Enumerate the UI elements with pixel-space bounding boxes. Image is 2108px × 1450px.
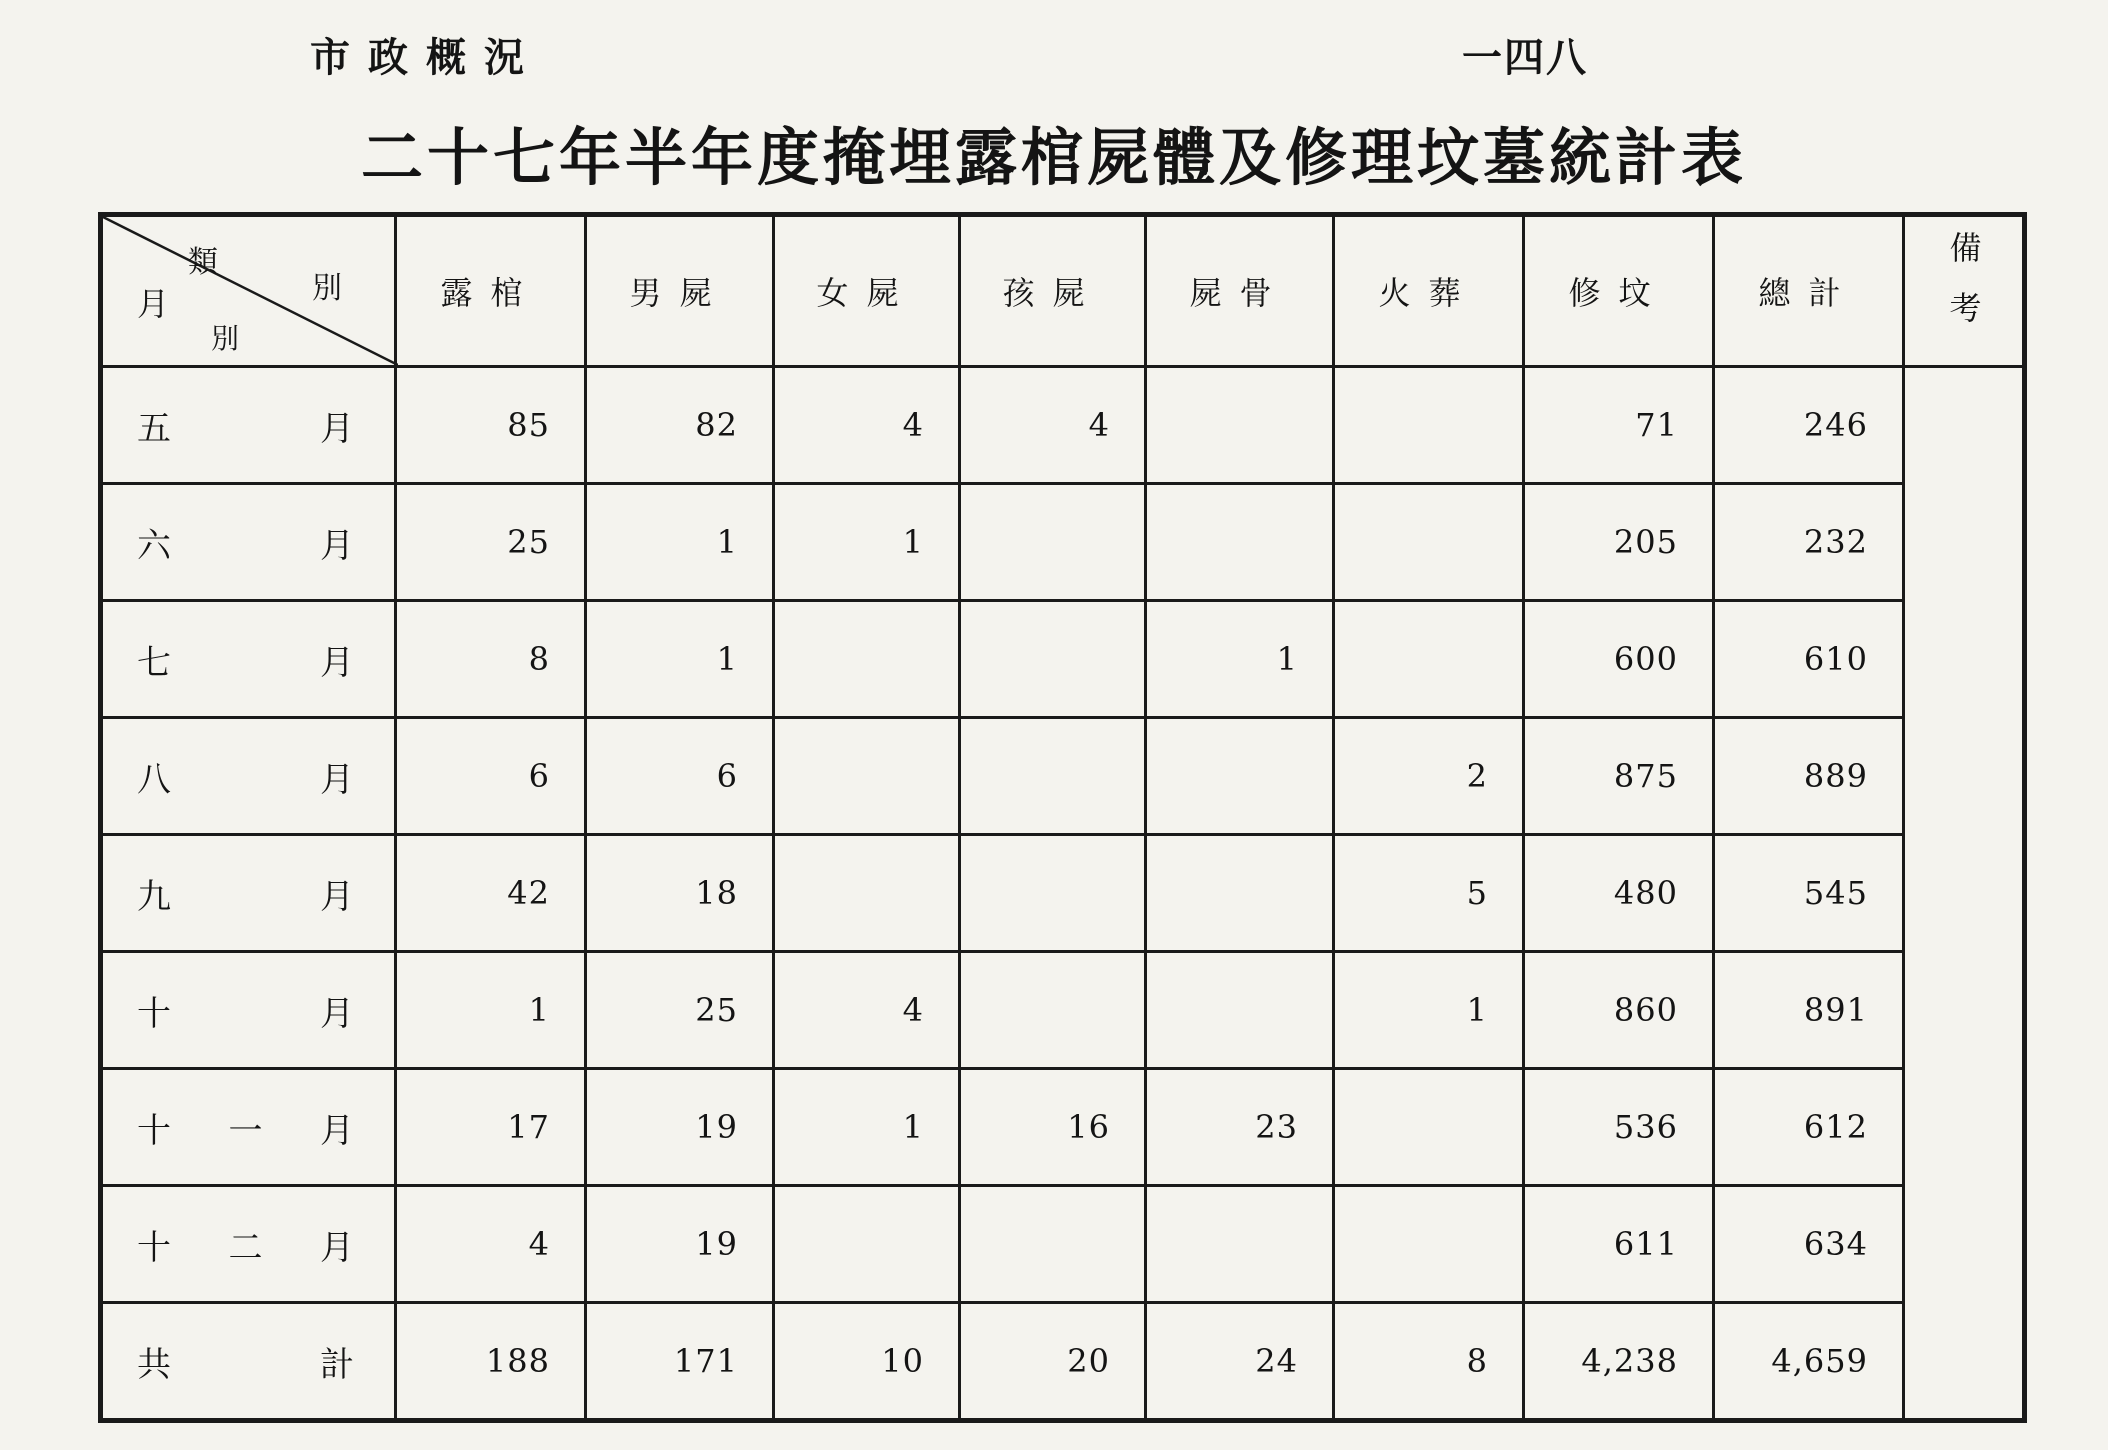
burial-statistics-table — [98, 212, 2027, 1423]
value-cell: 1 — [586, 484, 774, 601]
value-cell: 25 — [586, 952, 774, 1069]
value-cell: 25 — [396, 484, 586, 601]
corner-month-label-2: 別 — [211, 322, 258, 355]
month-label — [103, 518, 394, 567]
remark-cell — [1904, 835, 2025, 952]
month-char: 六 — [137, 525, 171, 566]
value-cell: 171 — [586, 1303, 774, 1421]
month-label — [103, 986, 394, 1035]
value-cell — [1146, 952, 1334, 1069]
value-cell: 860 — [1524, 952, 1714, 1069]
value-cell: 19 — [586, 1069, 774, 1186]
value-cell — [1146, 367, 1334, 484]
column-header-zong-ji: 總計 — [1714, 215, 1904, 367]
month-cell — [101, 367, 396, 484]
value-cell: 8 — [396, 601, 586, 718]
month-label — [103, 1103, 394, 1152]
value-cell: 612 — [1714, 1069, 1904, 1186]
column-header-remarks — [1904, 215, 2025, 367]
value-cell: 85 — [396, 367, 586, 484]
value-cell — [960, 1186, 1146, 1303]
month-char: 二 — [228, 1227, 263, 1268]
month-char: 月 — [320, 993, 354, 1034]
month-cell — [101, 1069, 396, 1186]
month-char: 七 — [137, 642, 171, 683]
month-cell — [101, 601, 396, 718]
month-cell — [101, 718, 396, 835]
value-cell: 205 — [1524, 484, 1714, 601]
value-cell — [1334, 367, 1524, 484]
corner-type-label: 類 — [188, 245, 274, 280]
month-cell — [101, 952, 396, 1069]
month-char: 八 — [137, 759, 171, 800]
table-row — [101, 1069, 2025, 1186]
value-cell: 4,659 — [1714, 1303, 1904, 1421]
table-body — [101, 367, 2025, 1421]
month-char: 月 — [320, 642, 354, 683]
column-header-xiu-fen: 修坟 — [1524, 215, 1714, 367]
value-cell: 188 — [396, 1303, 586, 1421]
value-cell — [774, 718, 960, 835]
month-cell — [101, 835, 396, 952]
value-cell: 4 — [774, 952, 960, 1069]
value-cell: 4 — [960, 367, 1146, 484]
value-cell — [960, 718, 1146, 835]
corner-header-cell — [101, 215, 396, 367]
value-cell: 1 — [1334, 952, 1524, 1069]
month-label — [103, 635, 394, 684]
value-cell: 545 — [1714, 835, 1904, 952]
value-cell: 5 — [1334, 835, 1524, 952]
table-row — [101, 601, 2025, 718]
value-cell: 889 — [1714, 718, 1904, 835]
remark-cell — [1904, 1303, 2025, 1421]
month-label — [103, 752, 394, 801]
running-title: 市政概況 — [310, 34, 542, 81]
value-cell: 1 — [774, 484, 960, 601]
value-cell — [960, 484, 1146, 601]
value-cell: 1 — [396, 952, 586, 1069]
table-row — [101, 952, 2025, 1069]
value-cell: 610 — [1714, 601, 1904, 718]
value-cell — [1146, 835, 1334, 952]
month-label — [103, 869, 394, 918]
table-row — [101, 367, 2025, 484]
table-row — [101, 484, 2025, 601]
column-header-shi-gu: 屍骨 — [1146, 215, 1334, 367]
statistics-table-container — [98, 212, 2022, 1397]
value-cell: 480 — [1524, 835, 1714, 952]
column-header-nan-shi: 男屍 — [586, 215, 774, 367]
value-cell: 23 — [1146, 1069, 1334, 1186]
month-cell — [101, 484, 396, 601]
value-cell: 24 — [1146, 1303, 1334, 1421]
month-char: 共 — [137, 1344, 171, 1385]
value-cell — [774, 601, 960, 718]
value-cell — [960, 952, 1146, 1069]
month-char: 一 — [228, 1110, 263, 1151]
value-cell: 16 — [960, 1069, 1146, 1186]
value-cell: 2 — [1334, 718, 1524, 835]
value-cell: 246 — [1714, 367, 1904, 484]
value-cell — [1146, 1186, 1334, 1303]
value-cell — [1146, 718, 1334, 835]
remark-cell — [1904, 601, 2025, 718]
remark-cell — [1904, 718, 2025, 835]
remark-cell — [1904, 1069, 2025, 1186]
month-char: 十 — [137, 1227, 171, 1268]
value-cell — [1334, 1186, 1524, 1303]
value-cell: 4,238 — [1524, 1303, 1714, 1421]
value-cell: 18 — [586, 835, 774, 952]
column-header-nu-shi: 女屍 — [774, 215, 960, 367]
value-cell: 20 — [960, 1303, 1146, 1421]
month-char: 五 — [137, 408, 171, 449]
value-cell: 19 — [586, 1186, 774, 1303]
value-cell — [774, 835, 960, 952]
header-row — [101, 215, 2025, 367]
table-row — [101, 718, 2025, 835]
value-cell: 536 — [1524, 1069, 1714, 1186]
value-cell — [960, 601, 1146, 718]
table-title: 二十七年半年度掩埋露棺屍體及修理坟墓統計表 — [360, 121, 1747, 194]
month-char: 月 — [320, 525, 354, 566]
value-cell: 634 — [1714, 1186, 1904, 1303]
month-char: 月 — [320, 408, 354, 449]
remark-label: 備考 — [1944, 231, 1983, 351]
value-cell — [1334, 1069, 1524, 1186]
value-cell: 4 — [774, 367, 960, 484]
value-cell: 1 — [586, 601, 774, 718]
value-cell: 17 — [396, 1069, 586, 1186]
value-cell: 82 — [586, 367, 774, 484]
value-cell: 8 — [1334, 1303, 1524, 1421]
month-char: 月 — [320, 1110, 354, 1151]
value-cell: 1 — [1146, 601, 1334, 718]
value-cell — [1146, 484, 1334, 601]
page-header — [0, 18, 2108, 88]
month-char: 十 — [137, 993, 171, 1034]
value-cell: 600 — [1524, 601, 1714, 718]
value-cell: 42 — [396, 835, 586, 952]
remark-cell — [1904, 367, 2025, 484]
table-row — [101, 1186, 2025, 1303]
corner-type-label-2: 別 — [312, 271, 360, 306]
value-cell — [1334, 601, 1524, 718]
remark-cell — [1904, 1186, 2025, 1303]
month-label — [103, 1220, 394, 1269]
month-cell — [101, 1186, 396, 1303]
value-cell — [774, 1186, 960, 1303]
remark-cell — [1904, 484, 2025, 601]
value-cell: 6 — [586, 718, 774, 835]
month-label — [103, 1337, 394, 1386]
page-number: 一四八 — [1462, 34, 1588, 81]
month-char: 九 — [137, 876, 171, 917]
value-cell: 891 — [1714, 952, 1904, 1069]
value-cell — [960, 835, 1146, 952]
remark-cell — [1904, 952, 2025, 1069]
month-char: 十 — [137, 1110, 171, 1151]
value-cell: 71 — [1524, 367, 1714, 484]
value-cell: 1 — [774, 1069, 960, 1186]
value-cell: 10 — [774, 1303, 960, 1421]
column-header-huo-zang: 火葬 — [1334, 215, 1524, 367]
value-cell: 232 — [1714, 484, 1904, 601]
value-cell: 611 — [1524, 1186, 1714, 1303]
month-char: 月 — [320, 1227, 354, 1268]
value-cell: 4 — [396, 1186, 586, 1303]
value-cell: 875 — [1524, 718, 1714, 835]
corner-month-label: 月 — [137, 285, 188, 323]
total-row — [101, 1303, 2025, 1421]
month-cell — [101, 1303, 396, 1421]
column-header-lu-guan: 露棺 — [396, 215, 586, 367]
month-char: 月 — [320, 876, 354, 917]
month-char: 計 — [320, 1344, 354, 1385]
month-label — [103, 401, 394, 450]
month-char: 月 — [320, 759, 354, 800]
value-cell: 6 — [396, 718, 586, 835]
value-cell — [1334, 484, 1524, 601]
column-header-hai-shi: 孩屍 — [960, 215, 1146, 367]
table-row — [101, 835, 2025, 952]
